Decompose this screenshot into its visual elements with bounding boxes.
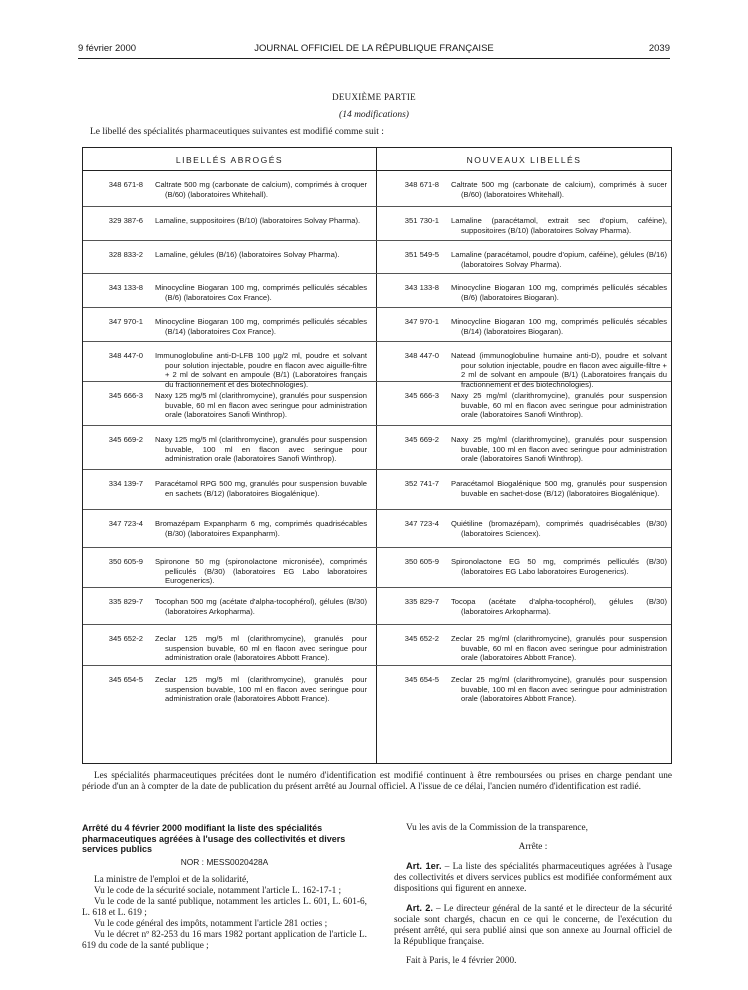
new-code: 345 652-2 (404, 634, 439, 643)
old-label: Minocycline Biogaran 100 mg, comprimés pelliculés sécables (B/14) (laboratoires Cox France). (155, 317, 367, 336)
old-code: 347 723-4 (108, 519, 143, 528)
modifications-count: (14 modifications) (339, 110, 409, 120)
new-label: Tocopa (acétate d'alpha-tocophérol), gélules (B/30) (laboratoires Arkopharma). (451, 597, 667, 616)
old-code: 345 666-3 (108, 391, 143, 400)
vu-commission: Vu les avis de la Commission de la transparence, (406, 823, 588, 833)
old-code: 343 133-8 (108, 283, 143, 292)
table-row (83, 274, 671, 308)
new-label: Natead (immunoglobuline humaine anti-D), poudre et solvant pour solution injectable, poudre en flacon avec aiguille-filtre + 2 ml de solvant en ampoule (B/1) (Laboratoires français du fractionnement et des biotechnologies). (451, 351, 667, 389)
new-label: Lamaline (paracétamol, extrait sec d'opium, caféine), suppositoires (B/10) (laboratoires Solvay Pharma). (451, 216, 667, 235)
after-table-note: Les spécialités pharmaceutiques précitées dont le numéro d'identification est modifié continuent à être remboursées ou prises en charge pendant une période d'un an à compter de la date de publication du présent arrêté au Journal officiel. A l'issue de ce délai, l'ancien numéro d'identification est radié. (82, 771, 672, 792)
arrete-right-column (394, 823, 672, 967)
old-code: 347 970-1 (108, 317, 143, 326)
article-1 (394, 861, 672, 895)
old-code: 334 139-7 (108, 479, 143, 488)
old-code: 350 605-9 (108, 557, 143, 566)
new-code: 351 549-5 (404, 250, 439, 259)
article-2 (394, 903, 672, 948)
new-label: Zeclar 25 mg/ml (clarithromycine), granulés pour suspension buvable, 60 ml en flacon avec seringue pour administration orale (laboratoires Abbott France). (451, 634, 667, 663)
header-date: 9 février 2000 (78, 43, 137, 54)
new-code: 345 669-2 (404, 435, 439, 444)
arrete-word: Arrête : (518, 842, 548, 852)
table-row (83, 207, 671, 241)
article-2-text: – Le directeur général de la santé et le directeur de la sécurité sociale sont chargés, chacun en ce qui le concerne, de l'exécution du présent arrêté, qui sera publié ainsi que son annexe au Journal officiel de la République française. (394, 904, 672, 947)
old-label: Paracétamol RPG 500 mg, granulés pour suspension buvable en sachets (B/12) (laboratoires Biogalénique). (155, 479, 367, 498)
new-code: 345 654-5 (404, 675, 439, 684)
new-code: 351 730-1 (404, 216, 439, 225)
new-label: Quiétiline (bromazépam), comprimés quadrisécables (B/30) (laboratoires Sciencex). (451, 519, 667, 538)
old-label: Caltrate 500 mg (carbonate de calcium), comprimés à croquer (B/60) (laboratoires Whitehall). (155, 180, 367, 199)
arrete-title: Arrêté du 4 février 2000 modifiant la liste des spécialités pharmaceutiques agréées à l'usage des collectivités et divers services publics (82, 823, 346, 854)
new-label: Minocycline Biogaran 100 mg, comprimés pelliculés sécables (B/14) (laboratoires Biogaran). (451, 317, 667, 336)
table-row (83, 342, 671, 389)
old-label: Naxy 125 mg/5 ml (clarithromycine), granulés pour suspension buvable, 100 ml en flacon avec seringue pour administration orale (laboratoires Sanofi Winthrop). (155, 435, 367, 464)
old-code: 329 387-6 (108, 216, 143, 225)
new-code: 347 723-4 (404, 519, 439, 528)
old-label: Zeclar 125 mg/5 ml (clarithromycine), granulés pour suspension buvable, 60 ml en flacon avec seringue pour administration orale (laboratoires Abbott France). (155, 634, 367, 663)
page-number: 2039 (648, 43, 670, 54)
table-row (83, 171, 671, 207)
article-1-text: – La liste des spécialités pharmaceutiques agréées à l'usage des collectivités et divers services publics est modifiée conformément aux dispositions qui figurent en annexe. (394, 862, 673, 894)
new-label: Zeclar 25 mg/ml (clarithromycine), granulés pour suspension buvable, 100 ml en flacon avec seringue pour administration orale (laboratoires Abbott France). (451, 675, 667, 704)
table-row (83, 625, 671, 666)
new-label: Naxy 25 mg/ml (clarithromycine), granulés pour suspension buvable, 60 ml en flacon avec seringue pour administration orale (laboratoires Sanofi Winthrop). (451, 391, 667, 420)
table-row (83, 548, 671, 588)
new-label: Paracétamol Biogalénique 500 mg, granulés pour suspension buvable en sachet-dose (B/12) (laboratoires Biogalénique). (451, 479, 667, 498)
table-header (83, 148, 671, 171)
old-label: Zeclar 125 mg/5 ml (clarithromycine), granulés pour suspension buvable, 100 ml en flacon avec seringue pour administration orale (laboratoires Abbott France). (155, 675, 367, 704)
article-2-label: Art. 2. (406, 903, 434, 913)
table-row (83, 470, 671, 510)
old-code: 335 829-7 (108, 597, 143, 606)
specialties-table (82, 147, 672, 764)
table-row (83, 588, 671, 625)
preamble-paragraph: Vu le code général des impôts, notamment l'article 281 octies ; (94, 918, 328, 929)
new-code: 347 970-1 (404, 317, 439, 326)
new-label: Naxy 25 mg/ml (clarithromycine), granulés pour suspension buvable, 100 ml en flacon avec seringue pour administration orale (laboratoires Sanofi Winthrop). (451, 435, 667, 464)
nor-reference: NOR : MESS0020428A (180, 856, 269, 867)
old-code: 345 654-5 (108, 675, 143, 684)
header-new-labels: NOUVEAUX LIBELLÉS (466, 155, 582, 165)
new-code: 348 671-8 (404, 180, 439, 189)
new-code: 348 447-0 (404, 351, 439, 360)
new-label: Spironolactone EG 50 mg, comprimés pelliculés (B/30) (laboratoires EG Labo laboratoires Eurogenerics). (451, 557, 667, 576)
new-code: 343 133-8 (404, 283, 439, 292)
journal-title: JOURNAL OFFICIEL DE LA RÉPUBLIQUE FRANÇAISE (254, 43, 494, 54)
table-row (83, 241, 671, 274)
table-row (83, 308, 671, 342)
old-code: 348 447-0 (108, 351, 143, 360)
preamble-paragraph: Vu le code de la sécurité sociale, notamment l'article L. 162-17-1 ; (94, 885, 342, 896)
article-1-label: Art. 1er. (406, 861, 442, 871)
signature-date: Fait à Paris, le 4 février 2000. (406, 956, 517, 966)
table-row (83, 510, 671, 548)
old-label: Spironone 50 mg (spironolactone micronisée), comprimés pelliculés (B/30) (laboratoires EG Labo laboratoires Eurogenerics). (155, 557, 367, 586)
new-code: 350 605-9 (404, 557, 439, 566)
new-code: 345 666-3 (404, 391, 439, 400)
table-row (83, 382, 671, 426)
old-code: 348 671-8 (108, 180, 143, 189)
old-label: Immunoglobuline anti-D-LFB 100 µg/2 ml, poudre et solvant pour solution injectable, poudre en flacon avec aiguille-filtre + 2 ml de solvant en ampoule (B/1) (Laboratoires français du fractionnement et des biotechnologies). (155, 351, 367, 389)
part-title: DEUXIÈME PARTIE (332, 92, 416, 102)
old-label: Bromazépam Expanpharm 6 mg, comprimés quadrisécables (B/30) (laboratoires Expanpharm). (155, 519, 367, 538)
new-code: 352 741-7 (404, 479, 439, 488)
old-label: Lamaline, suppositoires (B/10) (laboratoires Solvay Pharma). (155, 216, 361, 225)
intro-text: Le libellé des spécialités pharmaceutiques suivantes est modifié comme suit : (90, 127, 384, 137)
preamble-paragraph: Vu le code de la santé publique, notamment les articles L. 601, L. 601-6, L. 618 et L. 619 ; (82, 896, 367, 918)
new-label: Caltrate 500 mg (carbonate de calcium), comprimés à sucer (B/60) (laboratoires Whitehall). (451, 180, 667, 199)
old-code: 345 652-2 (108, 634, 143, 643)
old-label: Lamaline, gélules (B/16) (laboratoires Solvay Pharma). (155, 250, 340, 259)
old-label: Naxy 125 mg/5 ml (clarithromycine), granulés pour suspension buvable, 60 ml en flacon avec seringue pour administration orale (laboratoires Sanofi Winthrop). (155, 391, 367, 420)
old-label: Minocycline Biogaran 100 mg, comprimés pelliculés sécables (B/6) (laboratoires Cox France). (155, 283, 367, 302)
new-label: Minocycline Biogaran 100 mg, comprimés pelliculés sécables (B/6) (laboratoires Biogaran). (451, 283, 667, 302)
table-row (83, 666, 671, 765)
old-label: Tocophan 500 mg (acétate d'alpha-tocophérol), gélules (B/30) (laboratoires Arkopharma). (155, 597, 367, 616)
new-label: Lamaline (paracétamol, poudre d'opium, caféine), gélules (B/16) (laboratoires Solvay Pharma). (451, 250, 667, 269)
preamble-paragraph: Vu le décret nº 82-253 du 16 mars 1982 portant application de l'article L. 619 du code de la santé publique ; (82, 929, 367, 951)
page-header (78, 43, 670, 57)
table-row (83, 426, 671, 470)
old-code: 345 669-2 (108, 435, 143, 444)
header-old-labels: LIBELLÉS ABROGÉS (175, 155, 284, 165)
preamble-paragraph: La ministre de l'emploi et de la solidarité, (94, 874, 249, 885)
arrete-left-column (82, 823, 367, 952)
new-code: 335 829-7 (404, 597, 439, 606)
arrete-preamble (82, 875, 367, 952)
header-rule (78, 58, 670, 59)
old-code: 328 833-2 (108, 250, 143, 259)
